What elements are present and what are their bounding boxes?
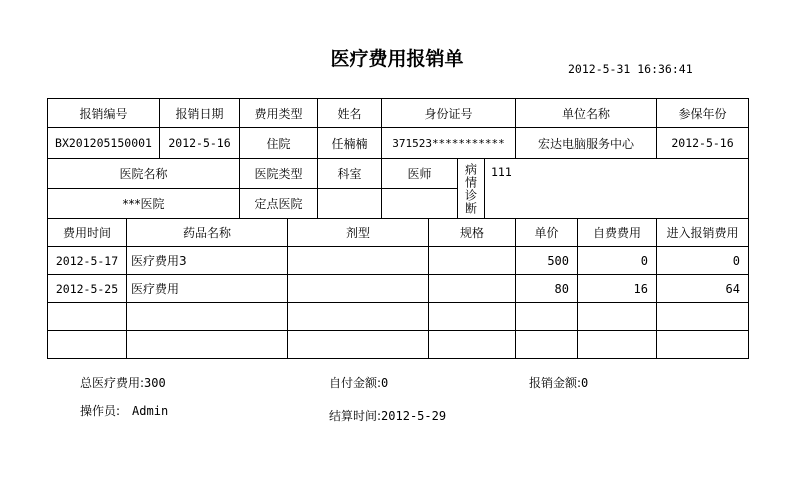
value-hospital-name: ***医院 <box>48 189 240 219</box>
row4-date <box>48 331 127 359</box>
col-drug: 药品名称 <box>127 219 288 247</box>
label-hospital-name: 医院名称 <box>48 159 240 189</box>
label-employer: 单位名称 <box>516 99 657 128</box>
row2-self-pay: 16 <box>578 275 657 303</box>
self-pay-value: 0 <box>381 376 389 390</box>
row4-unit-price <box>516 331 578 359</box>
row1-spec <box>429 247 516 275</box>
value-fee-type: 住院 <box>240 128 318 159</box>
value-id-no: 371523*********** <box>382 128 516 159</box>
col-dosage: 剂型 <box>288 219 429 247</box>
value-employer: 宏达电脑服务中心 <box>516 128 657 159</box>
col-reimbursable: 进入报销费用 <box>657 219 749 247</box>
reimbursed-label: 报销金额: <box>529 376 582 390</box>
col-self-pay: 自费费用 <box>578 219 657 247</box>
operator <box>80 402 168 419</box>
row2-spec <box>429 275 516 303</box>
row1-dosage <box>288 247 429 275</box>
value-name: 任楠楠 <box>318 128 382 159</box>
row4-reimbursable <box>657 331 749 359</box>
label-department: 科室 <box>318 159 382 189</box>
row1-self-pay: 0 <box>578 247 657 275</box>
self-pay-label: 自付金额: <box>329 376 382 390</box>
row3-self-pay <box>578 303 657 331</box>
total-cost-value: 300 <box>144 376 166 390</box>
row1-reimbursable: 0 <box>657 247 749 275</box>
row4-drug <box>127 331 288 359</box>
row2-unit-price: 80 <box>516 275 578 303</box>
row1-drug: 医疗费用3 <box>127 247 288 275</box>
total-cost-label: 总医疗费用: <box>80 376 145 390</box>
operator-value: Admin <box>132 404 169 418</box>
label-hospital-type: 医院类型 <box>240 159 318 189</box>
reimbursed-value: 0 <box>581 376 589 390</box>
col-date: 费用时间 <box>48 219 127 247</box>
label-insured-year: 参保年份 <box>657 99 749 128</box>
form-title: 医疗费用报销单 <box>330 48 464 70</box>
total-cost <box>80 374 166 391</box>
row4-dosage <box>288 331 429 359</box>
row1-date: 2012-5-17 <box>48 247 127 275</box>
value-claim-date: 2012-5-16 <box>160 128 240 159</box>
label-claim-date: 报销日期 <box>160 99 240 128</box>
row2-dosage <box>288 275 429 303</box>
label-name: 姓名 <box>318 99 382 128</box>
row1-unit-price: 500 <box>516 247 578 275</box>
row2-reimbursable: 64 <box>657 275 749 303</box>
row4-self-pay <box>578 331 657 359</box>
self-pay-amount <box>329 374 388 391</box>
row3-dosage <box>288 303 429 331</box>
label-claim-no: 报销编号 <box>48 99 160 128</box>
row2-date: 2012-5-25 <box>48 275 127 303</box>
row2-drug: 医疗费用 <box>127 275 288 303</box>
reimbursed-amount <box>529 374 588 391</box>
settlement-value: 2012-5-29 <box>381 409 447 423</box>
value-claim-no: BX201205150001 <box>48 128 160 159</box>
label-fee-type: 费用类型 <box>240 99 318 128</box>
row3-spec <box>429 303 516 331</box>
print-datetime: 2012-5-31 16:36:41 <box>568 62 693 76</box>
row3-unit-price <box>516 303 578 331</box>
col-spec: 规格 <box>429 219 516 247</box>
operator-label: 操作员: <box>80 404 121 418</box>
value-department <box>318 189 382 219</box>
label-id-no: 身份证号 <box>382 99 516 128</box>
row3-date <box>48 303 127 331</box>
row4-spec <box>429 331 516 359</box>
value-hospital-type: 定点医院 <box>240 189 318 219</box>
value-doctor <box>382 189 458 219</box>
row3-reimbursable <box>657 303 749 331</box>
settlement-label: 结算时间: <box>329 409 382 423</box>
value-diagnosis: 111 <box>485 159 749 219</box>
col-unit-price: 单价 <box>516 219 578 247</box>
settlement-time <box>329 407 446 424</box>
value-insured-year: 2012-5-16 <box>657 128 749 159</box>
row3-drug <box>127 303 288 331</box>
label-diagnosis: 病情诊断 <box>458 159 485 219</box>
label-doctor: 医师 <box>382 159 458 189</box>
